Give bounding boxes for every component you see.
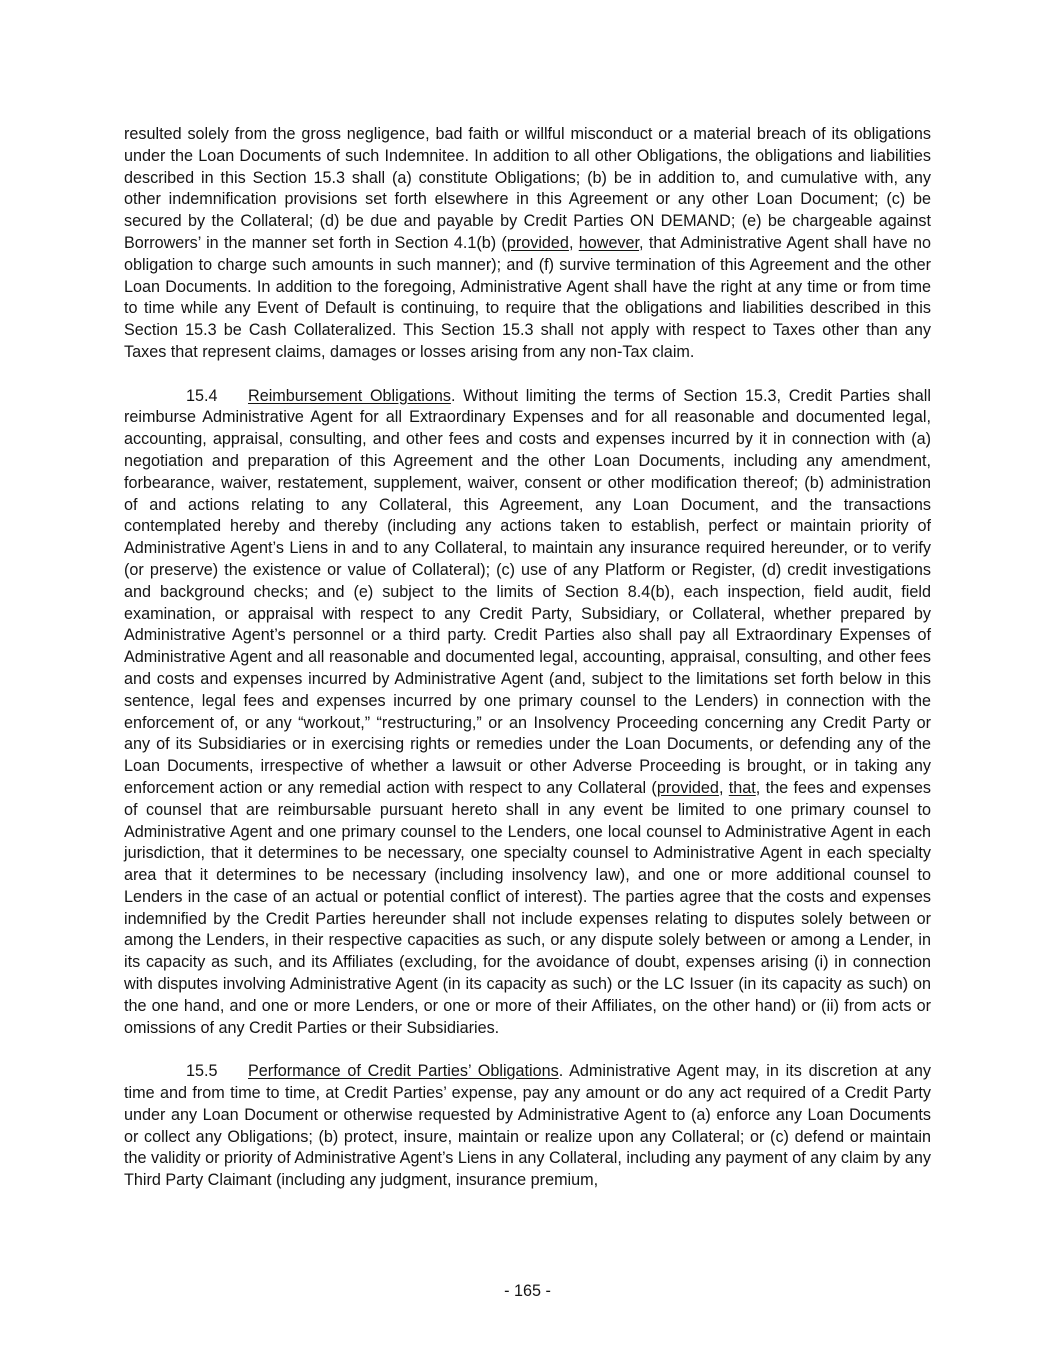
document-page xyxy=(124,124,931,1214)
that-term: that xyxy=(728,778,756,797)
paragraph-text: resulted solely from the gross negligence, bad faith or willful misconduct or a material breach of its obligations under the Loan Documents of such Indemnitee. In addition to all other Obligations, the obligations and liabilities described in this Section 15.3 shall (a) constitute Obligations; (b) be in addition to, and cumulative with, any other indemnification provisions set forth elsewhere in this Agreement or any other Loan Document; (c) be secured by the Collateral; (d) be due and payable by Credit Parties ON DEMAND; (e) be chargeable against Borrowers’ in the manner set forth in Section 4.1(b) ( xyxy=(124,125,931,252)
section-15-5 xyxy=(124,1061,931,1192)
section-text: . Administrative Agent may, in its discretion at any time and from time to time, at Credit Parties’ expense, pay any amount or do any act required of a Credit Party under any Loan Document or otherwise requested by Administrative Agent to (a) enforce any Loan Documents or collect any Obligations; (b) protect, insure, maintain or realize upon any Collateral; or (c) defend or maintain the validity or priority of Administrative Agent’s Liens in any Collateral, including any payment of any claim by any Third Party Claimant (including any judgment, insurance premium, xyxy=(124,1062,931,1190)
page-number: - 165 - xyxy=(504,1282,551,1300)
paragraph-text: , that Administrative Agent shall have no obligation to charge such amounts in such manner); and (f) survive termination of this Agreement and the other Loan Documents. In addition to the foregoing, Administrative Agent shall have the right at any time or from time to time while any Event of Default is continuing, to require that the obligations and liabilities described in this Section 15.3 be Cash Collateralized. This Section 15.3 shall not apply with respect to Taxes other than any Taxes that represent claims, damages or losses arising from any non-Tax claim. xyxy=(124,233,931,361)
section-text: . Without limiting the terms of Section 15.3, Credit Parties shall reimburse Administrative Agent for all Extraordinary Expenses and for all reasonable and documented legal, accounting, appraisal, consulting, and other fees and costs and expenses incurred by it in connection with (a) negotiation and preparation of this Agreement and the other Loan Documents, including any amendment, forbearance, waiver, restatement, supplement, waiver, consent or other modification thereof; (b) administration of and actions relating to any Collateral, this Agreement, any Loan Document, and the transactions contemplated hereby and thereby (including any actions taken to establish, perfect or maintain priority of Administrative Agent’s Liens in and to any Collateral, to maintain any insurance required hereunder, or to verify (or preserve) the existence or value of Collateral); (c) use of any Platform or Register, (d) credit investigations and background checks; and (e) subject to the limits of Section 8.4(b), each inspection, field audit, field examination, or appraisal with respect to any Credit Party, Subsidiary, or Collateral, whether prepared by Administrative Agent’s personnel or a third party. Credit Parties also shall pay all Extraordinary Expenses of Administrative Agent and all reasonable and documented legal, accounting, appraisal, consulting, and other fees and costs and expenses incurred by Administrative Agent (and, subject to the limitations set forth below in this sentence, legal fees and expenses incurred by one primary counsel to the Lenders) in connection with the enforcement of, or any “workout,” “restructuring,” or an Insolvency Proceeding concerning any Credit Party or any of its Subsidiaries or in exercising rights or remedies under the Loan Documents, or defending any of the Loan Documents, irrespective of whether a lawsuit or other Adverse Proceeding is brought, or in taking any enforcement action or any remedial action with respect to any Collateral ( xyxy=(124,386,931,797)
paragraph-continuation xyxy=(124,124,931,364)
section-number: 15.5 xyxy=(186,1062,218,1081)
section-15-4 xyxy=(124,386,931,1040)
however-term: however xyxy=(578,233,640,252)
provided-term: provided xyxy=(656,778,719,797)
section-text: , the fees and expenses of counsel that are reimbursable pursuant hereto shall in any event be limited to one primary counsel to Administrative Agent and one primary counsel to the Lenders, one local counsel to Administrative Agent in each jurisdiction, that it determines to be necessary, one specialty counsel to Administrative Agent in each specialty area that it determines to be necessary (including insolvency law), and one or more additional counsel to Lenders in the case of an actual or potential conflict of interest). The parties agree that the costs and expenses indemnified by the Credit Parties hereunder shall not include expenses relating to disputes solely between or among the Lenders, in their respective capacities as such, or any dispute solely between or among a Lender, in its capacity as such, and its Affiliates (excluding, for the avoidance of doubt, expenses arising (i) in connection with disputes involving Administrative Agent (in its capacity as such) or the LC Issuer (in its capacity as such) on the one hand, and one or more Lenders, or one or more of their Affiliates, on the other hand) or (ii) from acts or omissions of any Credit Parties or their Subsidiaries. xyxy=(124,778,932,1037)
paragraph-text: , xyxy=(568,233,579,252)
section-heading: Performance of Credit Parties’ Obligations xyxy=(248,1062,559,1081)
section-text: , xyxy=(718,778,729,797)
provided-term: provided xyxy=(506,233,569,252)
section-heading: Reimbursement Obligations xyxy=(248,386,451,405)
section-number: 15.4 xyxy=(186,386,218,405)
